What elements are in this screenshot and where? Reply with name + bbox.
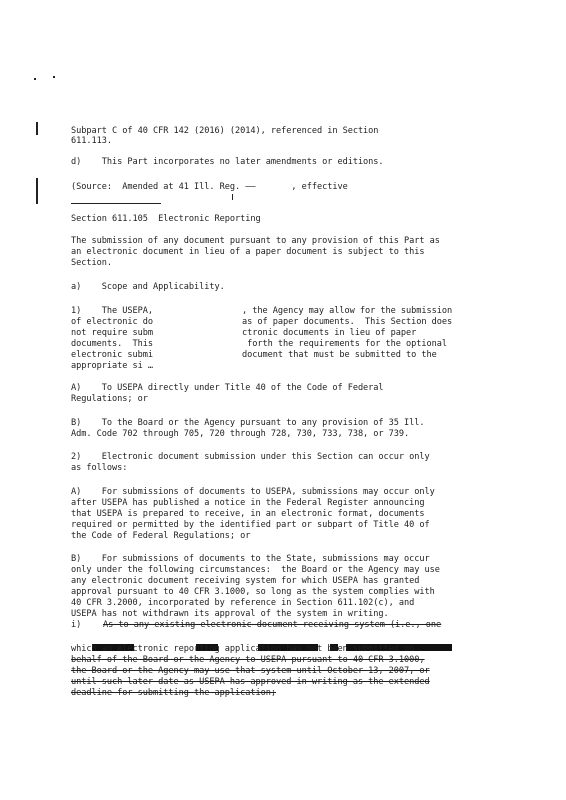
margin-mark <box>34 78 36 80</box>
last-line: behalf of the Board or the Agency to USEPA pursuant to 40 CFR 3.1000, <box>71 655 425 665</box>
item-A2-line: that USEPA is prepared to receive, in an electronic format, documents <box>71 509 425 519</box>
item-2-line: as follows: <box>71 463 128 473</box>
change-bar <box>36 178 38 204</box>
source-note: (Source: Amended at 41 Ill. Reg. —— , effective <box>71 182 348 192</box>
last-line: which an electronic reporting application has not been submitted on <box>71 644 415 654</box>
a1-left-line: documents. This <box>71 339 153 349</box>
intro-line: Section. <box>71 258 112 268</box>
paragraph-d: d) This Part incorporates no later amendments or editions. <box>71 157 384 167</box>
header-line-1: Subpart C of 40 CFR 142 (2016) (2014), referenced in Section <box>71 126 379 136</box>
a1-left-line: 1) The USEPA, <box>71 306 153 316</box>
item-B-line: Adm. Code 702 through 705, 720 through 728, 730, 733, 738, or 739. <box>71 429 410 439</box>
item-A2-line: the Code of Federal Regulations; or <box>71 531 251 541</box>
a1-right-line: as of paper documents. This Section does <box>242 317 453 327</box>
a1-left-line: not require subm <box>71 328 153 338</box>
item-B-line: B) To the Board or the Agency pursuant to any provision of 35 Ill. <box>71 418 425 428</box>
a1-right-line: ctronic documents in lieu of paper <box>242 328 417 338</box>
margin-mark <box>232 194 233 200</box>
rule <box>71 203 161 204</box>
item-i-struck-line: As to any existing electronic document receiving system (i.e., one <box>103 620 442 630</box>
section-title: Section 611.105 Electronic Reporting <box>71 214 261 224</box>
a1-left-line: of electronic do <box>71 317 153 327</box>
redacted-line <box>71 632 501 642</box>
item-A2-line: required or permitted by the identified part or subpart of Title 40 of <box>71 520 430 530</box>
a1-left-line: electronic submi <box>71 350 153 360</box>
intro-line: The submission of any document pursuant to any provision of this Part as <box>71 236 440 246</box>
item-B2-line: USEPA has not withdrawn its approval of the system in writing. <box>71 609 389 619</box>
last-line: until such later date as USEPA has approved in writing as the extended <box>71 677 430 687</box>
last-line: deadline for submitting the application; <box>71 688 276 698</box>
item-B2-line: 40 CFR 3.2000, incorporated by reference in Section 611.102(c), and <box>71 598 415 608</box>
last-line: the Board or the Agency may use that system until October 13, 2007, or <box>71 666 430 676</box>
header-line-2: 611.113. <box>71 136 112 146</box>
item-B2-line: only under the following circumstances: the Board or the Agency may use <box>71 565 440 575</box>
item-i-label: i) <box>71 620 82 630</box>
a1-right-line: document that must be submitted to the <box>242 350 437 360</box>
item-B2-line: B) For submissions of documents to the State, submissions may occur <box>71 554 430 564</box>
change-bar <box>36 122 38 135</box>
item-2-line: 2) Electronic document submission under this Section can occur only <box>71 452 430 462</box>
item-A-line: Regulations; or <box>71 394 148 404</box>
intro-line: an electronic document in lieu of a paper document is subject to this <box>71 247 425 257</box>
item-A2-line: after USEPA has published a notice in the Federal Register announcing <box>71 498 425 508</box>
a1-right-line: , the Agency may allow for the submission <box>242 306 453 316</box>
a1-left-line: appropriate si … <box>71 361 153 371</box>
item-B2-line: any electronic document receiving system for which USEPA has granted <box>71 576 420 586</box>
a1-right-line: forth the requirements for the optional <box>242 339 447 349</box>
subsection-a-heading: a) Scope and Applicability. <box>71 282 225 292</box>
margin-mark <box>53 76 55 78</box>
item-A2-line: A) For submissions of documents to USEPA, submissions may occur only <box>71 487 435 497</box>
item-A-line: A) To USEPA directly under Title 40 of the Code of Federal <box>71 383 384 393</box>
item-B2-line: approval pursuant to 40 CFR 3.1000, so long as the system complies with <box>71 587 435 597</box>
